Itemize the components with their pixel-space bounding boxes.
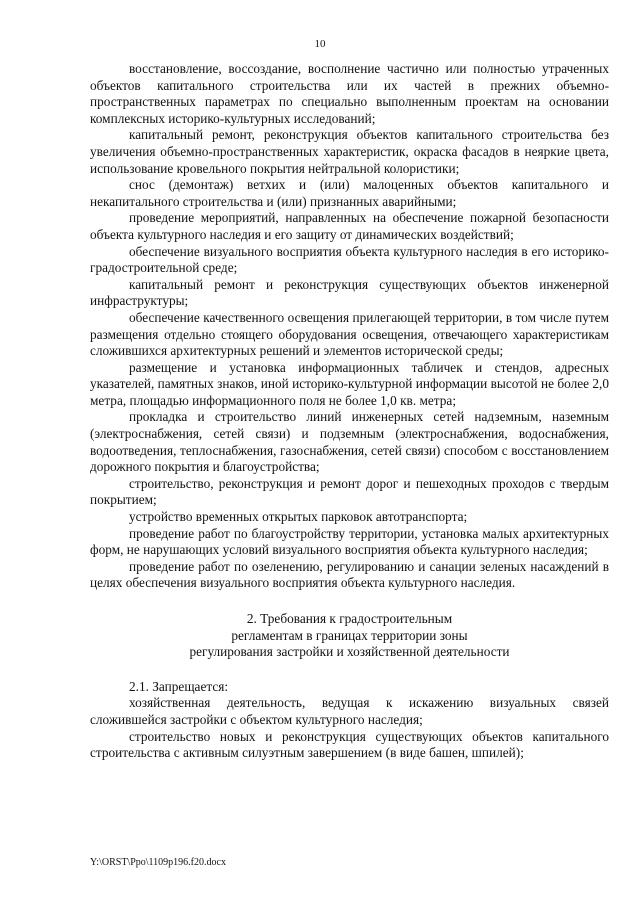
paragraph: обеспечение качественного освещения прилегающей территории, в том числе путем размещения отдельно стоящего оборудования освещения, отвечающего характеристикам сложившихся архитектурных решений и элементов исторической среды; bbox=[90, 309, 609, 359]
file-path-footer: Y:\ORST\Ppo\1109p196.f20.docx bbox=[90, 857, 226, 868]
paragraph: восстановление, воссоздание, восполнение частично или полностью утраченных объектов капитального строительства или их частей в прежних объемно-пространственных параметрах по специально выполненным проектам на основании комплексных историко-культурных исследований; bbox=[90, 61, 609, 126]
paragraph: проведение работ по благоустройству территории, установка малых архитектурных форм, не нарушающих условий визуального восприятия объекта культурного наследия; bbox=[90, 525, 609, 558]
paragraph: 2.1. Запрещается: bbox=[129, 678, 229, 694]
paragraph: обеспечение визуального восприятия объекта культурного наследия в его историко-градостроительной среде; bbox=[90, 243, 609, 276]
paragraph: проведение работ по озеленению, регулированию и санации зеленых насаждений в целях обеспечения визуального восприятия объекта культурного наследия. bbox=[90, 558, 609, 591]
paragraph: капитальный ремонт и реконструкция существующих объектов инженерной инфраструктуры; bbox=[90, 276, 609, 309]
section-heading bbox=[90, 611, 609, 661]
paragraph: устройство временных открытых парковок автотранспорта; bbox=[129, 509, 468, 525]
paragraph: прокладка и строительство линий инженерных сетей надземным, наземным (электроснабжения, сетей связи) и подземным (электроснабжения, водоснабжения, водоотведения, теплоснабжения, газоснабжения, сетей связи) способом с восстановлением дорожного покрытия и благоустройства; bbox=[90, 409, 609, 475]
paragraph: капитальный ремонт, реконструкция объектов капитального строительства без увеличения объемно-пространственных характеристик, окраска фасадов в неяркие цвета, использование кровельного покрытия нейтральной колористики; bbox=[90, 127, 609, 176]
paragraph: хозяйственная деятельность, ведущая к искажению визуальных связей сложившейся застройки с объектом культурного наследия; bbox=[90, 695, 609, 727]
paragraph: проведение мероприятий, направленных на обеспечение пожарной безопасности объекта культурного наследия и его защиту от динамических воздействий; bbox=[90, 210, 609, 242]
document-body bbox=[90, 61, 609, 762]
paragraph: строительство, реконструкция и ремонт дорог и пешеходных проходов с твердым покрытием; bbox=[90, 475, 609, 508]
section-heading-line: регламентам в границах территории зоны bbox=[231, 627, 468, 643]
section-heading-line: 2. Требования к градостроительным bbox=[246, 611, 453, 626]
paragraph: снос (демонтаж) ветхих и (или) малоценных объектов капитального и некапитального строительства и (или) признанных аварийными; bbox=[90, 177, 609, 209]
paragraph: строительство новых и реконструкция существующих объектов капитального строительства с активным силуэтным завершением (в виде башен, шпилей); bbox=[90, 728, 609, 761]
page-number: 10 bbox=[314, 38, 326, 50]
section-heading-line: регулирования застройки и хозяйственной деятельности bbox=[189, 644, 510, 660]
paragraph: размещение и установка информационных табличек и стендов, адресных указателей, памятных знаков, иной историко-культурной информации высотой не более 2,0 метра, площадью информационного поля не более 1,0 кв. метра; bbox=[90, 359, 609, 408]
